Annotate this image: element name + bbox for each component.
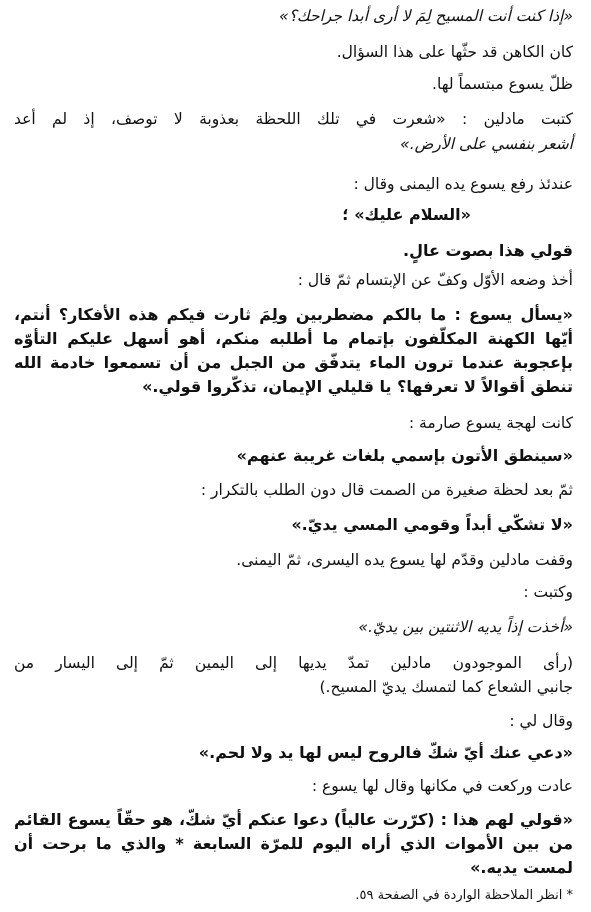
quote-line: أيّها الكهنة المكلّفون بإتمام ما أطلبه منكم، أهو أسهل عليكم التأوّه xyxy=(14,329,573,348)
text-line: عندئذ رفع يسوع يده اليمنى وقال : xyxy=(353,175,573,193)
quote-line: «لا تشكّي أبداً وقومي المسي يديّ.» xyxy=(291,515,573,534)
text-line: وقفت مادلين وقدّم لها يسوع يده اليسرى، ثمّ اليمنى. xyxy=(236,551,573,569)
text-line: كان الكاهن قد حثّها على هذا السؤال. xyxy=(336,43,573,61)
text-line: ثمّ بعد لحظة صغيرة من الصمت قال دون الطلب بالتكرار : xyxy=(200,481,573,499)
text-line: وقال لي : xyxy=(509,712,573,730)
quote-line: «دعي عنك أيّ شكّ فالروح ليس لها يد ولا لحم.» xyxy=(198,743,573,762)
quote-line: من بين الأموات الذي أراه اليوم للمرّة السابعة * والذي ما برحت أن xyxy=(14,834,573,853)
quote-line: قولي هذا بصوت عالٍ. xyxy=(402,241,573,260)
footnote: * انظر الملاحظة الواردة في الصفحة ٥٩. xyxy=(355,888,573,903)
text-line: عادت وركعت في مكانها وقال لها يسوع : xyxy=(311,777,573,795)
quote-line: تنطق أقوالاً لا تعرفها؟ يا قليلي الإيمان، تذكّروا قولي.» xyxy=(142,377,573,396)
quote-line: «إذا كنت أنت المسيح لِمَ لا أرى أبدا جراحك؟» xyxy=(279,7,573,25)
quote-line: «السلام عليك» ؛ xyxy=(342,205,471,224)
text-line: كتبت مادلين : «شعرت في تلك اللحظة بعذوبة لا توصف، إذ لم أعد xyxy=(14,110,573,128)
text-line: وكتبت : xyxy=(523,583,573,601)
quote-line: «قولي لهم هذا : (كرّرت عالياً) دعوا عنكم أيّ شكّ، هو حقّاً يسوع القائم xyxy=(14,810,573,829)
text-line: ظلّ يسوع مبتسماً لها. xyxy=(432,75,573,93)
quote-line: لمست يديه.» xyxy=(470,858,573,877)
text-line: جانبي الشعاع كما لتمسك يديّ المسيح.) xyxy=(319,678,573,696)
quote-line: «سينطق الأتون بإسمي بلغات غريبة عنهم» xyxy=(236,446,573,465)
quote-line: أشعر بنفسي على الأرض.» xyxy=(400,135,573,153)
text-line: أخذ وضعه الأوّل وكفّ عن الإبتسام ثمّ قال : xyxy=(297,271,573,289)
quote-line: «أخذت إذاً يديه الاثنتين بين يديّ.» xyxy=(358,618,573,636)
quote-line: «يسأل يسوع : ما بالكم مضطربين ولِمَ ثارت فيكم هذه الأفكار؟ أنتم، xyxy=(14,305,573,324)
text-line: (رأى الموجودون مادلين تمدّ يديها إلى اليمين ثمّ إلى اليسار من xyxy=(14,654,573,672)
quote-line: بإعجوبة عندما ترون الماء يتدفّق من الجبل من أن تسمعوا خادمة الله xyxy=(14,353,573,372)
text-line: كانت لهجة يسوع صارمة : xyxy=(408,414,573,432)
